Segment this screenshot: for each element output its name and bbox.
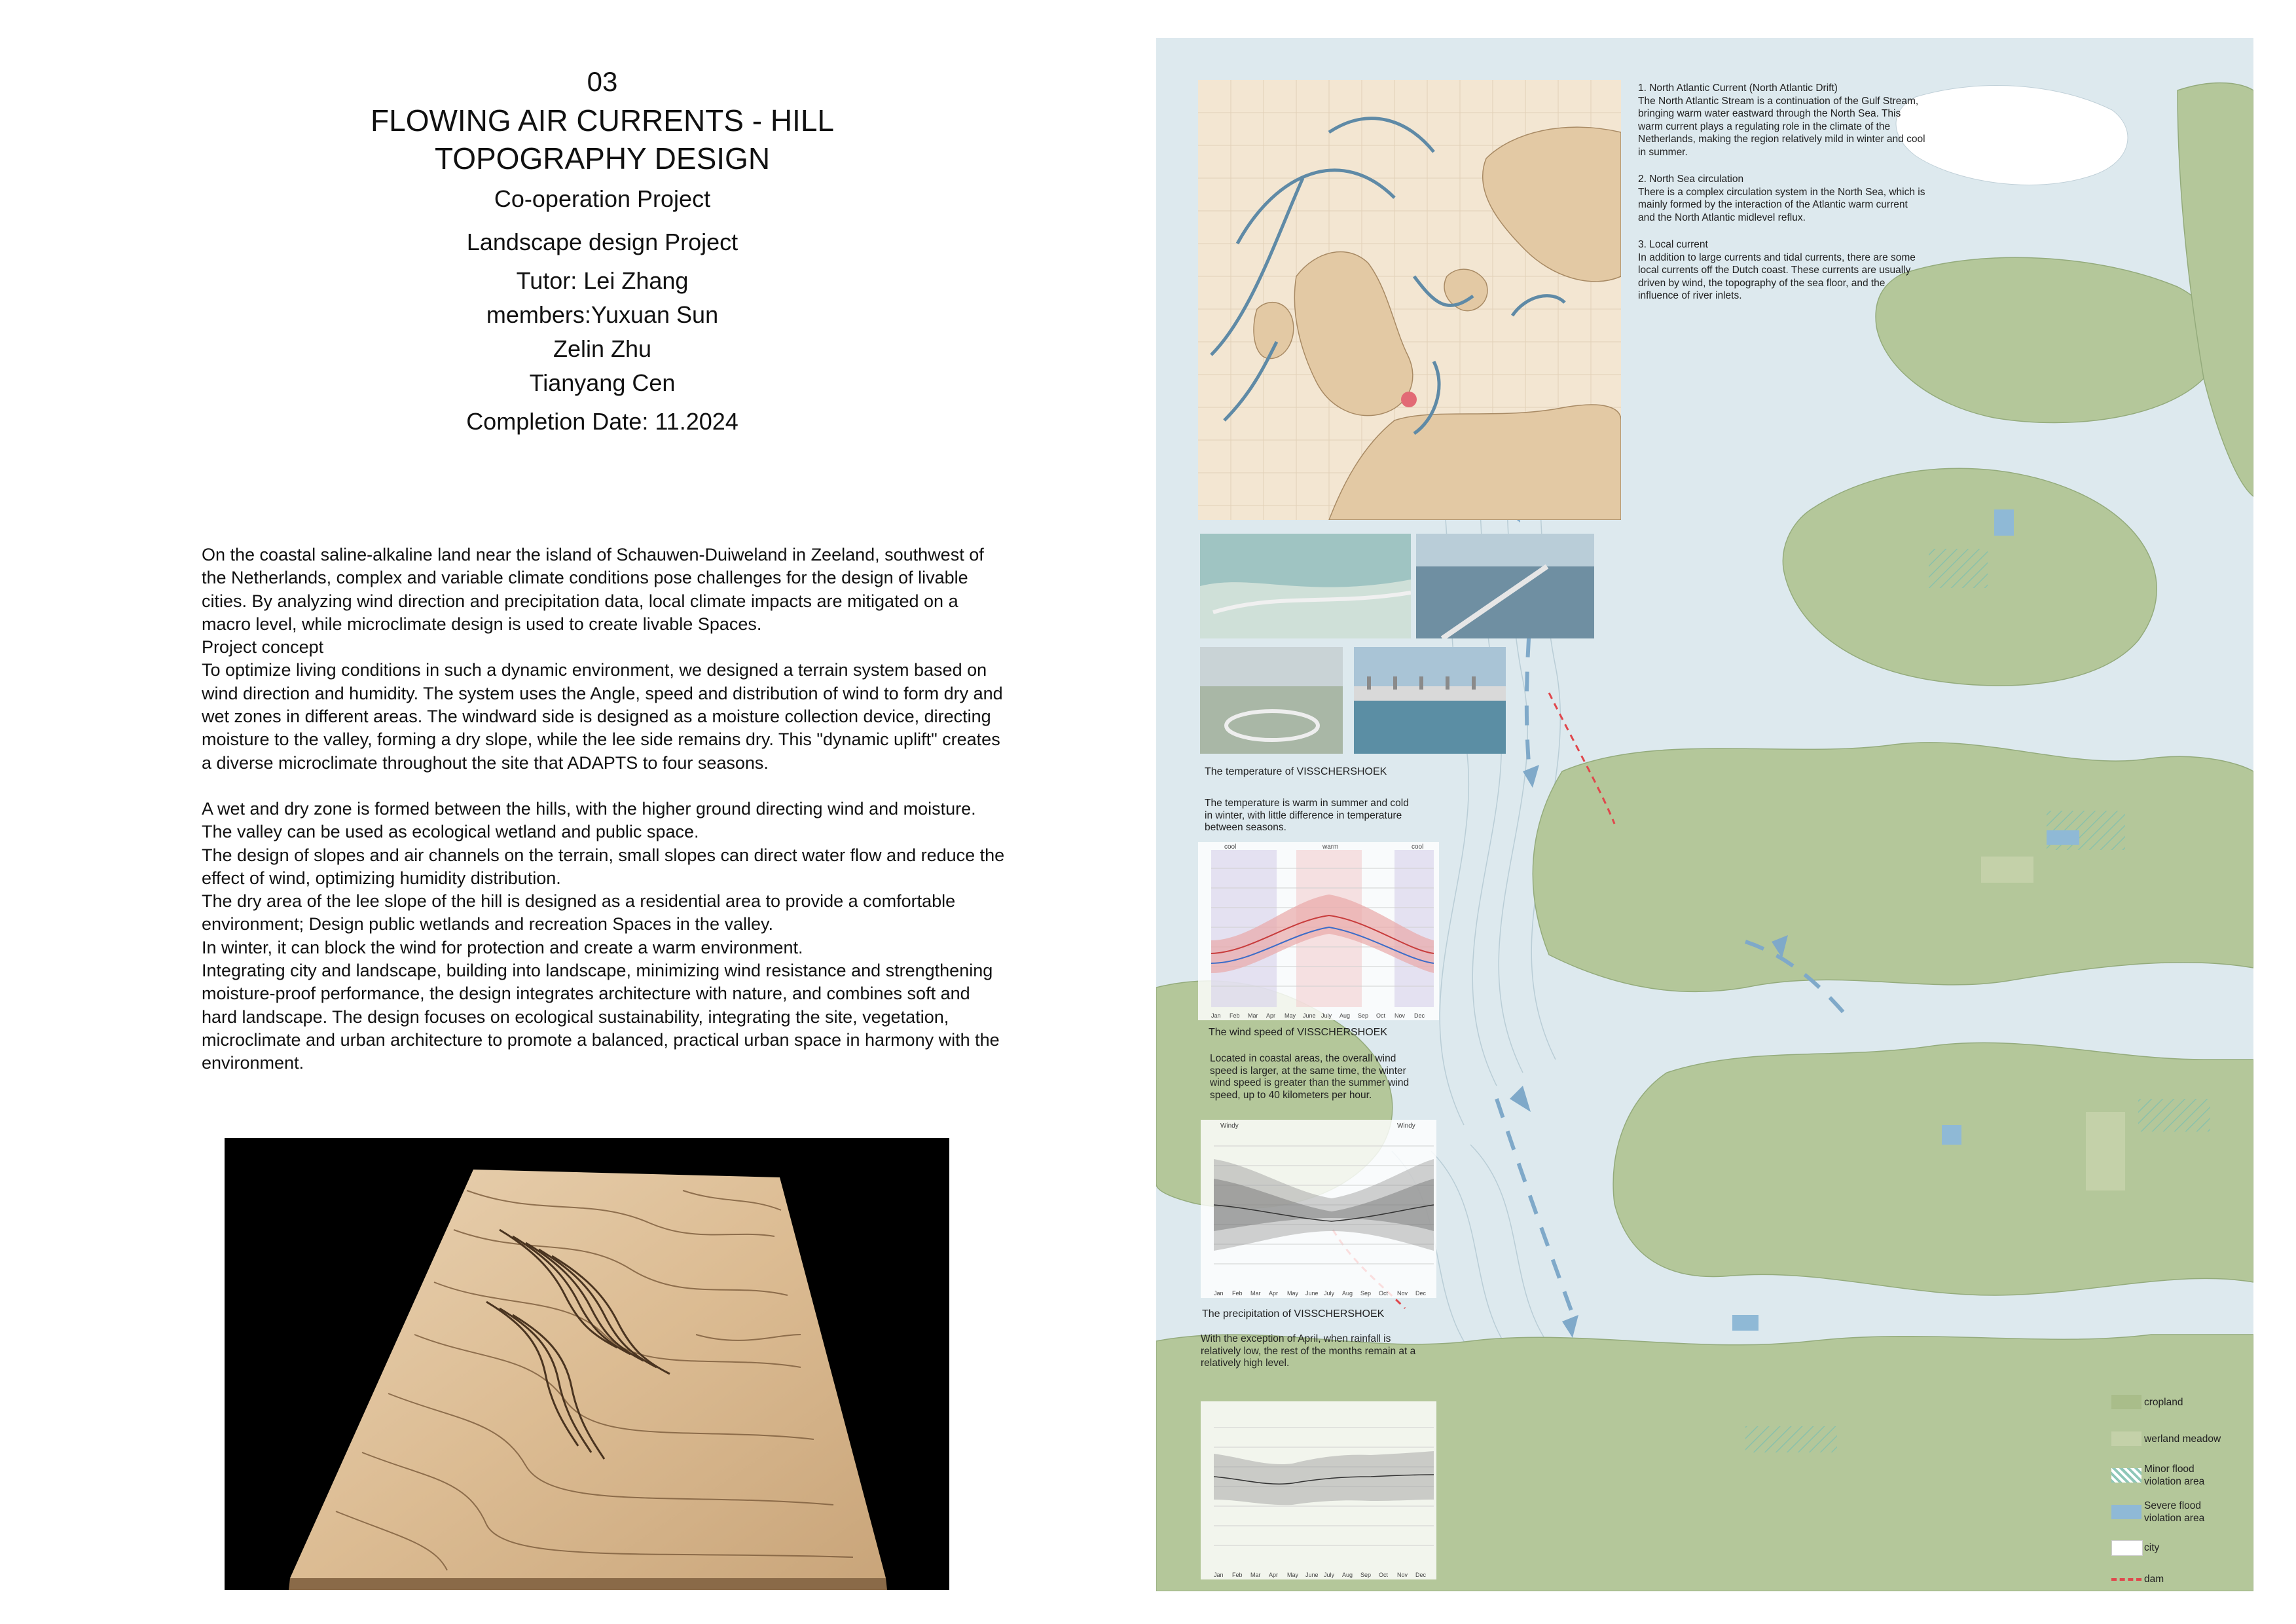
month-label: Nov [1394, 1012, 1406, 1019]
month-label: Aug [1342, 1290, 1353, 1297]
legend-label: Severe flood violation area [2144, 1500, 2205, 1524]
month-label: June [1303, 1012, 1316, 1019]
precipitation-chart-title: The precipitation of VISSCHERSHOEK [1202, 1308, 1385, 1320]
season-label-windy: Windy [1220, 1122, 1239, 1130]
season-label-cool: cool [1224, 843, 1237, 851]
ocean-current-notes [1638, 82, 1926, 317]
month-label: May [1285, 1012, 1296, 1019]
members-line2: Zelin Zhu [553, 335, 652, 362]
completion-date: Completion Date: 11.2024 [466, 408, 738, 435]
month-label: Dec [1415, 1572, 1427, 1578]
city-swatch [2111, 1540, 2143, 1556]
month-label: Sep [1360, 1572, 1372, 1578]
month-label: Jan [1214, 1290, 1224, 1297]
precipitation-chart [1201, 1401, 1436, 1579]
month-label: Feb [1230, 1012, 1240, 1019]
month-label: Aug [1339, 1012, 1351, 1019]
month-label: Jan [1214, 1572, 1224, 1578]
month-label: Apr [1269, 1290, 1279, 1297]
month-label: Feb [1232, 1290, 1243, 1297]
temperature-chart-note: The temperature is warm in summer and cold in winter, with little difference in temperature between seasons. [1205, 798, 1409, 833]
month-label: May [1287, 1572, 1299, 1578]
legend-label: dam [2144, 1574, 2164, 1585]
month-label: Apr [1269, 1572, 1279, 1578]
project-header [196, 62, 1008, 443]
season-label-windy: Windy [1397, 1122, 1415, 1130]
month-label: Aug [1342, 1572, 1353, 1578]
legend-label: Minor flood violation area [2144, 1464, 2205, 1487]
month-label: Oct [1376, 1012, 1386, 1019]
description-paragraph: The design of slopes and air channels on the terrain, small slopes can direct water flow and reduce the effect of wind, optimizing humidity distribution. [202, 845, 1005, 888]
description-paragraph: In winter, it can block the wind for protection and create a warm environment. [202, 937, 803, 957]
project-title-line1: FLOWING AIR CURRENTS - HILL [371, 103, 834, 138]
minor-flood-swatch [2111, 1468, 2141, 1483]
month-label: May [1287, 1290, 1299, 1297]
legend-item-severe-flood [2111, 1502, 2242, 1535]
legend-label: cropland [2144, 1397, 2183, 1408]
dam-swatch [2111, 1578, 2141, 1581]
members-line1: members:Yuxuan Sun [486, 301, 719, 328]
month-label: Dec [1414, 1012, 1425, 1019]
wind-chart-note: Located in coastal areas, the overall wind speed is larger, at the same time, the winter wind speed is greater than the summer wind speed, up to 40 kilometers per hour. [1210, 1053, 1410, 1101]
month-label: July [1324, 1572, 1335, 1578]
legend-item-wetland [2111, 1430, 2242, 1463]
legend-item-minor-flood [2111, 1466, 2242, 1498]
project-type-landscape: Landscape design Project [466, 229, 738, 255]
month-label: June [1305, 1290, 1319, 1297]
note-north-atlantic: 1. North Atlantic Current (North Atlantic Drift) The North Atlantic Stream is a continuation of the Gulf Stream, bringing warm water eastward through the North Sea. This warm current plays a regulating role in the climate of the Netherlands, making the region relatively mild in winter and cool in summer. [1638, 83, 1925, 158]
terrain-model-photo [225, 1138, 949, 1590]
note-local-current: 3. Local current In addition to large currents and tidal currents, there are some local currents off the Dutch coast. These currents are usually driven by wind, the topography of the sea floor, and the influence of river inlets. [1638, 239, 1916, 301]
legend-item-city [2111, 1539, 2242, 1572]
description-paragraph: A wet and dry zone is formed between the hills, with the higher ground directing wind and moisture. The valley can be used as ecological wetland and public space. [202, 798, 976, 842]
temperature-chart [1198, 842, 1439, 1020]
description-paragraph: To optimize living conditions in such a dynamic environment, we designed a terrain system based on wind direction and humidity. The system uses the Angle, speed and distribution of wind to form dry and wet zones in different areas. The windward side is designed as a moisture collection device, directing moisture to the valley, forming a dry slope, while the lee side remains dry. This "dynamic uplift" creates a diverse microclimate throughout the site that ADAPTS to four seasons. [202, 660, 1003, 773]
month-label: Nov [1397, 1290, 1408, 1297]
month-label: Feb [1232, 1572, 1243, 1578]
month-label: Apr [1266, 1012, 1276, 1019]
wetland-swatch [2111, 1431, 2141, 1446]
wind-chart-title: The wind speed of VISSCHERSHOEK [1209, 1027, 1388, 1038]
tutor: Tutor: Lei Zhang [516, 267, 689, 294]
severe-flood-swatch [2111, 1505, 2141, 1519]
aerial-photo-storm-barrier [1354, 647, 1506, 754]
month-label: Sep [1358, 1012, 1369, 1019]
project-type-cooperation: Co-operation Project [494, 185, 711, 212]
season-label-cool: cool [1412, 843, 1424, 851]
aerial-photo-bridge [1200, 647, 1343, 754]
legend-item-cropland [2111, 1393, 2242, 1426]
legend-label: werland meadow [2144, 1433, 2221, 1445]
europe-currents-map [1198, 80, 1621, 520]
description-paragraph: Integrating city and landscape, building into landscape, minimizing wind resistance and strengthening moisture-proof performance, the design integrates architecture with nature, and combines soft and hard landscape. The design focuses on ecological sustainability, integrating the site, vegetation, microclimate and urban architecture to promote a balanced, practical urban space in harmony with the environment. [202, 961, 1000, 1073]
description-paragraph: On the coastal saline-alkaline land near the island of Schauwen-Duiweland in Zeeland, southwest of the Netherlands, complex and variable climate conditions pose challenges for the design of livable cities. By analyzing wind direction and precipitation data, local climate impacts are mitigated on a macro level, while microclimate design is used to create livable Spaces. [202, 545, 984, 634]
month-label: June [1305, 1572, 1319, 1578]
temperature-chart-title: The temperature of VISSCHERSHOEK [1205, 766, 1387, 777]
month-label: Mar [1248, 1012, 1258, 1019]
month-label: Mar [1250, 1572, 1261, 1578]
legend-item-dam [2111, 1572, 2242, 1604]
project-title-line2: TOPOGRAPHY DESIGN [434, 141, 771, 175]
month-label: Nov [1397, 1572, 1408, 1578]
legend-label: city [2144, 1542, 2160, 1553]
wind-chart [1201, 1120, 1436, 1298]
description-paragraph: The dry area of the lee slope of the hill is designed as a residential area to provide a comfortable environment; Design public wetlands and recreation Spaces in the valley. [202, 891, 956, 934]
month-label: July [1324, 1290, 1335, 1297]
project-description [202, 544, 1007, 1075]
month-label: Jan [1211, 1012, 1221, 1019]
project-number: 03 [587, 66, 618, 97]
note-north-sea: 2. North Sea circulation There is a complex circulation system in the North Sea, which is mainly formed by the interaction of the Atlantic warm current and the North Atlantic midlevel reflux. [1638, 174, 1925, 223]
members-line3: Tianyang Cen [529, 369, 676, 396]
aerial-photo-barrier-2 [1416, 534, 1594, 638]
season-label-warm: warm [1322, 843, 1339, 851]
cropland-swatch [2111, 1395, 2141, 1409]
month-label: Oct [1379, 1572, 1389, 1578]
precipitation-chart-note: With the exception of April, when rainfall is relatively low, the rest of the months remain at a relatively high level. [1201, 1333, 1416, 1369]
aerial-photo-barrier-1 [1200, 534, 1411, 638]
month-label: Mar [1250, 1290, 1261, 1297]
month-label: Sep [1360, 1290, 1372, 1297]
month-label: Oct [1379, 1290, 1389, 1297]
description-heading: Project concept [202, 637, 324, 657]
month-label: July [1321, 1012, 1332, 1019]
month-label: Dec [1415, 1290, 1427, 1297]
